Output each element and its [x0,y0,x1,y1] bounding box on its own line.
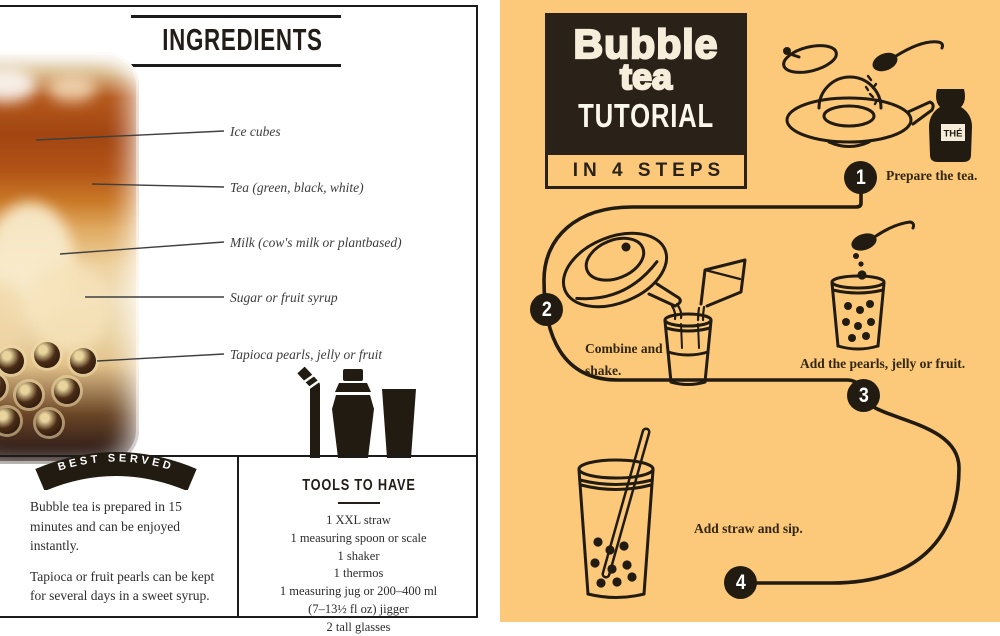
tool-line: 1 measuring spoon or scale [239,530,478,548]
tools-heading [239,477,478,495]
teapot-lid-knob [622,243,631,252]
tool-line: 1 shaker [239,548,478,566]
page-gutter [480,0,500,622]
step-4-caption: Add straw and sip. [694,521,803,537]
step-3-number: 3 [847,379,880,412]
step-1-number: 1 [844,161,877,194]
ingredient-label-sugar: Sugar or fruit syrup [230,290,338,306]
best-served-banner [28,440,204,490]
straw-icon [301,370,319,458]
spoon-bowl [870,49,900,75]
tool-line: 2 tall glasses [239,619,478,636]
tool-line: 1 thermos [239,565,478,583]
tools-box [237,455,478,618]
ingredient-label-ice: Ice cubes [230,124,281,140]
title-tea: tea [545,60,747,94]
title-bubble: Bubble [545,25,747,64]
step4-straw-illustration [568,424,668,616]
step-4-number: 4 [724,566,757,599]
tools-heading-label: TOOLS TO HAVE [302,477,416,495]
ingredient-label-tea: Tea (green, black, white) [230,180,364,196]
tool-line: 1 measuring jug or 200–400 ml [239,583,478,601]
best-served-banner-label: BEST SERVED [56,452,175,473]
tools-divider [338,502,380,504]
title-tutorial: TUTORIAL [578,97,714,135]
ingredients-page [0,0,480,622]
tapioca-pearls [842,253,875,342]
step-1-caption: Prepare the tea. [886,168,977,184]
step-2-caption: Combine and shake. [585,338,677,381]
ingredients-heading-label: INGREDIENTS [162,22,322,58]
ingredient-label-tapioca: Tapioca pearls, jelly or fruit [230,347,382,363]
step3-pearls-illustration [828,216,920,366]
shaker-icon [332,369,374,458]
teapot-lid-knob [783,47,791,55]
ingredient-label-milk: Milk (cow's milk or plantbased) [230,235,402,251]
step1-teapot-illustration [772,32,972,167]
tea-package-label: THÉ [944,129,963,140]
step-2-number: 2 [530,293,563,326]
glass-icon [382,389,416,458]
best-served-paragraph-1: Bubble tea is prepared in 15 minutes and can be enjoyed instantly. [30,497,217,556]
tools-icons [287,363,429,460]
tutorial-page [500,0,1000,622]
spoon-bowl [849,230,879,253]
tool-line: 1 XXL straw [239,512,478,530]
tool-line: (7–13½ fl oz) jigger [239,601,478,619]
steps-banner-label: IN 4 STEPS [573,160,725,182]
best-served-paragraph-2: Tapioca or fruit pearls can be kept for several days in a sweet syrup. [30,567,217,606]
step-3-caption: Add the pearls, jelly or fruit. [800,356,965,372]
